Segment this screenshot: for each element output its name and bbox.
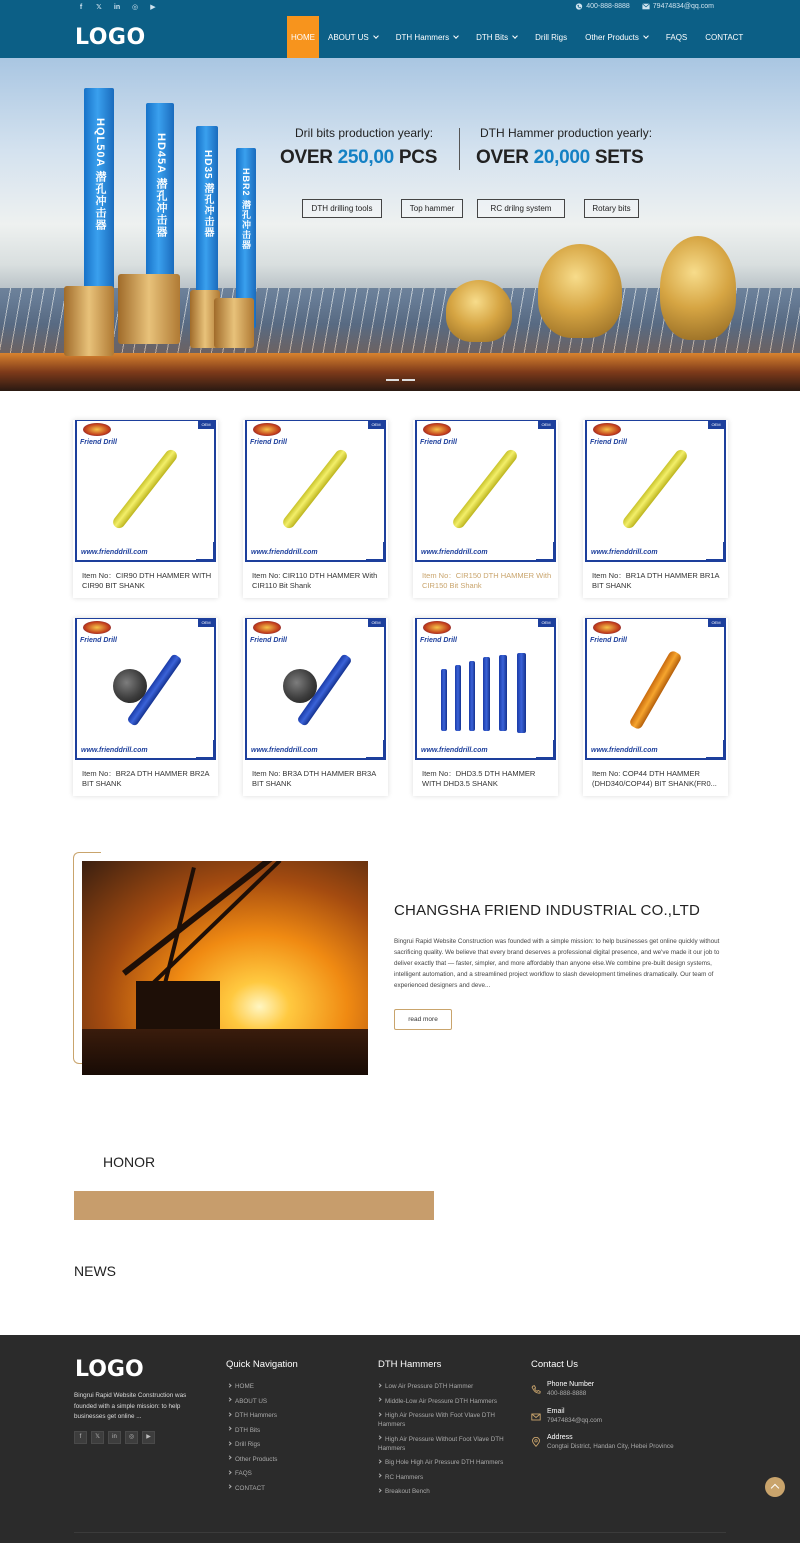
- top-email[interactable]: [642, 3, 714, 10]
- product-title[interactable]: Item No: BR3A DTH HAMMER BR3A BIT SHANK: [252, 769, 376, 788]
- chevron-down-icon: [453, 33, 459, 39]
- email-label: Email: [547, 1408, 565, 1415]
- yellow-hammer-graphic: [281, 447, 350, 530]
- product-brand: Friend Drill: [590, 637, 627, 644]
- footer-email[interactable]: [547, 1408, 602, 1424]
- footer-link-hammer-label: Low Air Pressure DTH Hammer: [385, 1383, 474, 1390]
- footer-link-faqs-label: FAQS: [235, 1470, 252, 1477]
- footer-link-hammer[interactable]: [378, 1473, 508, 1482]
- banner-divider: [459, 128, 460, 170]
- footer-link-drill-rigs-label: Drill Rigs: [235, 1441, 261, 1448]
- product-url: www.frienddrill.com: [81, 549, 148, 556]
- about-title: CHANGSHA FRIEND INDUSTRIAL CO.,LTD: [394, 902, 701, 919]
- product-title[interactable]: Item No: CIR110 DTH HAMMER With CIR110 Bit Shank: [252, 571, 378, 590]
- banner-left-label: Dril bits production yearly:: [295, 126, 434, 140]
- chevron-right-icon: [377, 1488, 381, 1492]
- footer-address: [547, 1434, 674, 1450]
- oem-tag: OEM: [198, 619, 214, 627]
- ground-silhouette: [82, 1029, 368, 1075]
- brand-badge-icon: [593, 423, 621, 436]
- nav-contact[interactable]: [696, 16, 752, 58]
- product-url: www.frienddrill.com: [591, 747, 658, 754]
- product-brand: Friend Drill: [80, 637, 117, 644]
- oem-tag: OEM: [538, 421, 554, 429]
- brand-badge-icon: [423, 621, 451, 634]
- blue-hammer-set-graphic: [483, 657, 490, 731]
- banner-pagination: [386, 379, 415, 381]
- blue-hammer-set-graphic: [517, 653, 526, 733]
- hammer-label: HD45A 潜孔冲击器: [155, 133, 167, 238]
- honor-title: HONOR: [103, 1154, 156, 1170]
- nav-about-us[interactable]: [319, 16, 387, 58]
- footer-link-home-label: HOME: [235, 1383, 254, 1390]
- banner-right-number: 20,000: [533, 147, 590, 168]
- product-url: www.frienddrill.com: [421, 549, 488, 556]
- chevron-right-icon: [377, 1436, 381, 1440]
- banner-right-prefix: OVER: [476, 147, 534, 168]
- product-image[interactable]: [415, 618, 556, 760]
- footer-divider: [74, 1532, 726, 1533]
- product-card[interactable]: [583, 420, 728, 598]
- tricone-bit-graphic: [538, 244, 622, 338]
- facebook-icon[interactable]: f: [79, 4, 83, 11]
- product-title[interactable]: Item No：CIR150 DTH HAMMER With CIR150 Bit Shank: [422, 571, 552, 590]
- banner-button-rotary-bits[interactable]: Rotary bits: [584, 199, 639, 218]
- chevron-right-icon: [227, 1485, 231, 1489]
- product-card[interactable]: [73, 420, 218, 598]
- banner-left-suffix: PCS: [393, 147, 438, 168]
- footer-link-contact-label: CONTACT: [235, 1484, 265, 1492]
- product-title[interactable]: Item No：BR2A DTH HAMMER BR2A BIT SHANK: [82, 769, 210, 788]
- chevron-right-icon: [227, 1427, 231, 1431]
- chevron-right-icon: [227, 1383, 231, 1387]
- nav-contact-label: CONTACT: [705, 32, 744, 42]
- nav-drill-rigs-label: Drill Rigs: [535, 32, 568, 42]
- hero-banner[interactable]: [0, 58, 800, 391]
- footer-link-hammer[interactable]: [378, 1458, 508, 1467]
- product-url: www.frienddrill.com: [421, 747, 488, 754]
- footer-link-hammer[interactable]: [378, 1435, 508, 1453]
- top-phone-text: 400-888-8888: [586, 3, 630, 10]
- top-bar: [0, 0, 800, 16]
- footer-description: Bingrui Rapid Website Construction was founded with a simple mission: to help businesses get online ...: [74, 1392, 187, 1420]
- nav-about-us-label: ABOUT US: [328, 32, 369, 42]
- frame-corner: [536, 740, 556, 760]
- mail-icon: [531, 1412, 541, 1422]
- product-brand: Friend Drill: [250, 637, 287, 644]
- hammers-list: [378, 1382, 508, 1502]
- oem-tag: OEM: [708, 619, 724, 627]
- orange-hammer-graphic: [628, 650, 682, 731]
- blue-hammer-set-graphic: [499, 655, 507, 731]
- footer-link-about[interactable]: [228, 1397, 277, 1406]
- banner-left-prefix: OVER: [280, 147, 338, 168]
- frame-corner: [366, 542, 386, 562]
- phone-icon: [575, 3, 583, 10]
- product-card[interactable]: [243, 618, 388, 796]
- footer-link-hammer-label: High Air Pressure Without Foot Vlave DTH Hammers: [378, 1435, 504, 1452]
- quick-nav-title: Quick Navigation: [226, 1359, 298, 1370]
- chevron-right-icon: [377, 1459, 381, 1463]
- oem-tag: OEM: [368, 619, 384, 627]
- footer-link-home[interactable]: [228, 1382, 277, 1391]
- nav-dth-hammers[interactable]: [387, 16, 467, 58]
- nav-dth-bits-label: DTH Bits: [476, 32, 509, 42]
- mail-icon: [642, 3, 650, 10]
- product-title[interactable]: Item No：BR1A DTH HAMMER BR1A BIT SHANK: [592, 571, 720, 590]
- email-value: 79474834@qq.com: [547, 1417, 603, 1424]
- banner-dot[interactable]: [402, 379, 415, 381]
- product-image[interactable]: [75, 618, 216, 760]
- location-pin-icon: [531, 1437, 541, 1447]
- nav-dth-hammers-label: DTH Hammers: [395, 32, 450, 42]
- x-icon[interactable]: 𝕏: [91, 1431, 104, 1444]
- phone-value: 400-888-8888: [547, 1390, 587, 1397]
- chevron-down-icon: [512, 33, 518, 39]
- linkedin-icon[interactable]: in: [108, 1431, 121, 1444]
- chevron-down-icon: [643, 33, 649, 39]
- oem-tag: OEM: [708, 421, 724, 429]
- brand-badge-icon: [423, 423, 451, 436]
- product-card[interactable]: [73, 618, 218, 796]
- footer-link-dth-bits[interactable]: [228, 1426, 277, 1435]
- footer-link-hammer[interactable]: [378, 1411, 508, 1429]
- chevron-right-icon: [227, 1412, 231, 1416]
- sunset-strip: [0, 353, 800, 391]
- footer-link-dth-hammers-label: DTH Hammers: [235, 1412, 277, 1419]
- facebook-icon[interactable]: f: [74, 1431, 87, 1444]
- blue-hammer-set-graphic: [441, 669, 447, 731]
- youtube-icon[interactable]: ▶: [142, 1431, 155, 1444]
- oem-tag: OEM: [538, 619, 554, 627]
- product-card[interactable]: [243, 420, 388, 598]
- footer-social-links: [74, 1431, 155, 1444]
- product-title[interactable]: Item No：CIR90 DTH HAMMER WITH CIR90 BIT SHANK: [82, 571, 212, 590]
- product-image[interactable]: [585, 618, 726, 760]
- top-email-text: 79474834@qq.com: [652, 3, 714, 10]
- nav-faqs-label: FAQS: [665, 32, 688, 42]
- nav-faqs[interactable]: [657, 16, 696, 58]
- about-text: Bingrui Rapid Website Construction was founded with a simple mission: to help businesses get online quickly without sacrificing quality. We believe that every brand deserves a professional digital presence, and we've made it our job to deliver exactly that — faster, simpler, and more affordably than anyone else.We combine pre-built design systems, intelligent automation, and a streamlined project workflow to slash development timelines dramatically. Our team of experienced designers and deve...: [394, 938, 720, 989]
- drill-bit-graphic: [64, 286, 114, 356]
- frame-corner: [366, 740, 386, 760]
- footer-link-hammer[interactable]: [378, 1397, 508, 1406]
- product-card[interactable]: [583, 618, 728, 796]
- nav-home-label: HOME: [291, 32, 315, 42]
- yellow-hammer-graphic: [621, 447, 690, 530]
- footer-link-hammer-label: High Air Pressure With Foot Vlave DTH Hammers: [378, 1412, 495, 1428]
- oem-tag: OEM: [368, 421, 384, 429]
- chevron-right-icon: [377, 1398, 381, 1402]
- banner-button-top-hammer[interactable]: Top hammer: [401, 199, 463, 218]
- footer-link-hammer[interactable]: [378, 1487, 508, 1496]
- footer-link-faqs[interactable]: [228, 1469, 277, 1478]
- frame-corner: [196, 740, 216, 760]
- quick-nav-list: [228, 1382, 277, 1498]
- address-label: Address: [547, 1434, 573, 1441]
- chevron-right-icon: [227, 1441, 231, 1445]
- footer-link-hammer[interactable]: [378, 1382, 508, 1391]
- top-contact: [575, 3, 714, 10]
- footer-link-drill-rigs[interactable]: [228, 1440, 277, 1449]
- product-card[interactable]: [413, 420, 558, 598]
- nav-dth-bits[interactable]: [467, 16, 526, 58]
- product-image[interactable]: [75, 420, 216, 562]
- tricone-bit-graphic: [660, 236, 736, 340]
- frame-corner: [196, 542, 216, 562]
- chevron-right-icon: [227, 1398, 231, 1402]
- footer-link-about-label: ABOUT US: [235, 1397, 268, 1405]
- brand-badge-icon: [253, 621, 281, 634]
- blue-hammer-set-graphic: [469, 661, 475, 731]
- footer-phone[interactable]: [547, 1381, 594, 1397]
- product-image[interactable]: [245, 618, 386, 760]
- chevron-right-icon: [377, 1412, 381, 1416]
- crane-graphic: [142, 861, 281, 994]
- frame-corner: [706, 740, 726, 760]
- product-url: www.frienddrill.com: [591, 549, 658, 556]
- yellow-hammer-graphic: [451, 447, 520, 530]
- address-value: Congtai District, Handan City, Hebei Province: [547, 1443, 674, 1450]
- footer-link-contact[interactable]: [228, 1484, 277, 1493]
- banner-left-number: 250,00: [337, 147, 394, 168]
- product-image[interactable]: [585, 420, 726, 562]
- product-brand: Friend Drill: [420, 637, 457, 644]
- site-logo[interactable]: LOGO: [75, 25, 146, 50]
- x-icon[interactable]: 𝕏: [96, 4, 102, 11]
- top-social-links: [76, 3, 158, 13]
- nav-other-products[interactable]: [576, 16, 657, 58]
- main-nav: [287, 16, 752, 58]
- brand-badge-icon: [83, 423, 111, 436]
- chevron-down-icon: [373, 33, 379, 39]
- brand-badge-icon: [253, 423, 281, 436]
- rock-bit-graphic: [283, 669, 317, 703]
- instagram-icon[interactable]: ◎: [125, 1431, 138, 1444]
- banner-right-figure: [476, 147, 643, 169]
- frame-corner: [536, 542, 556, 562]
- top-phone[interactable]: [575, 3, 630, 10]
- phone-icon: [531, 1385, 541, 1395]
- brand-badge-icon: [83, 621, 111, 634]
- nav-drill-rigs[interactable]: [526, 16, 576, 58]
- news-title: NEWS: [74, 1263, 116, 1279]
- blue-hammer-set-graphic: [455, 665, 461, 731]
- banner-right-label: DTH Hammer production yearly:: [480, 126, 653, 140]
- drill-bit-graphic: [118, 274, 180, 344]
- footer-link-other-products[interactable]: [228, 1455, 277, 1464]
- footer-link-hammer-label: RC Hammers: [385, 1473, 424, 1481]
- hammer-label: HBR2 潜孔冲击器: [241, 168, 251, 251]
- contact-title: Contact Us: [531, 1359, 578, 1370]
- footer-link-hammer-label: Big Hole High Air Pressure DTH Hammers: [385, 1459, 504, 1466]
- youtube-icon[interactable]: ▶: [150, 4, 156, 11]
- product-title[interactable]: Item No：DHD3.5 DTH HAMMER WITH DHD3.5 SHANK: [422, 769, 536, 788]
- footer-link-other-products-label: Other Products: [235, 1455, 278, 1463]
- instagram-icon[interactable]: ◎: [131, 4, 139, 11]
- product-url: www.frienddrill.com: [251, 747, 318, 754]
- drill-bit-graphic: [214, 298, 254, 348]
- chevron-right-icon: [227, 1470, 231, 1474]
- banner-button-rc-drilling-system[interactable]: RC drilng system: [477, 199, 565, 218]
- site-header: [0, 0, 800, 58]
- phone-label: Phone Number: [547, 1381, 595, 1388]
- banner-left-figure: [280, 147, 437, 169]
- yellow-hammer-graphic: [111, 447, 180, 530]
- footer-link-dth-bits-label: DTH Bits: [235, 1426, 261, 1434]
- product-image[interactable]: [415, 420, 556, 562]
- hammer-label: HD35 潜孔冲击器: [202, 150, 213, 239]
- chevron-right-icon: [377, 1383, 381, 1387]
- footer-logo[interactable]: LOGO: [75, 1357, 144, 1382]
- footer-link-dth-hammers[interactable]: [228, 1411, 277, 1420]
- nav-other-products-label: Other Products: [585, 32, 639, 42]
- chevron-right-icon: [227, 1456, 231, 1460]
- site-footer: [0, 1335, 800, 1543]
- product-url: www.frienddrill.com: [81, 747, 148, 754]
- footer-link-hammer-label: Middle-Low Air Pressure DTH Hammers: [385, 1397, 497, 1405]
- footer-link-hammer-label: Breakout Bench: [385, 1488, 430, 1495]
- tricone-bit-graphic: [446, 280, 512, 342]
- rock-bit-graphic: [113, 669, 147, 703]
- banner-button-dth-drilling-tools[interactable]: DTH drilling tools: [302, 199, 382, 218]
- product-image[interactable]: [245, 420, 386, 562]
- product-brand: Friend Drill: [590, 439, 627, 446]
- brand-badge-icon: [593, 621, 621, 634]
- oem-tag: OEM: [198, 421, 214, 429]
- hammers-title: DTH Hammers: [378, 1359, 442, 1370]
- frame-corner: [706, 542, 726, 562]
- back-to-top-button[interactable]: [765, 1477, 785, 1497]
- nav-home[interactable]: [287, 16, 319, 58]
- product-card[interactable]: [413, 618, 558, 796]
- banner-right-suffix: SETS: [589, 147, 644, 168]
- hammer-label: HQL50A 潜孔冲击器: [94, 118, 106, 232]
- about-image: [82, 861, 368, 1075]
- linkedin-icon[interactable]: in: [113, 4, 121, 11]
- chevron-right-icon: [377, 1474, 381, 1478]
- read-more-button[interactable]: read more: [394, 1009, 452, 1030]
- crane-graphic: [122, 861, 291, 976]
- banner-dot[interactable]: [386, 379, 399, 381]
- product-brand: Friend Drill: [420, 439, 457, 446]
- product-brand: Friend Drill: [80, 439, 117, 446]
- honor-banner: [74, 1191, 434, 1220]
- product-title[interactable]: Item No: COP44 DTH HAMMER (DHD340/COP44) BIT SHANK(FR0...: [592, 769, 717, 788]
- product-url: www.frienddrill.com: [251, 549, 318, 556]
- product-brand: Friend Drill: [250, 439, 287, 446]
